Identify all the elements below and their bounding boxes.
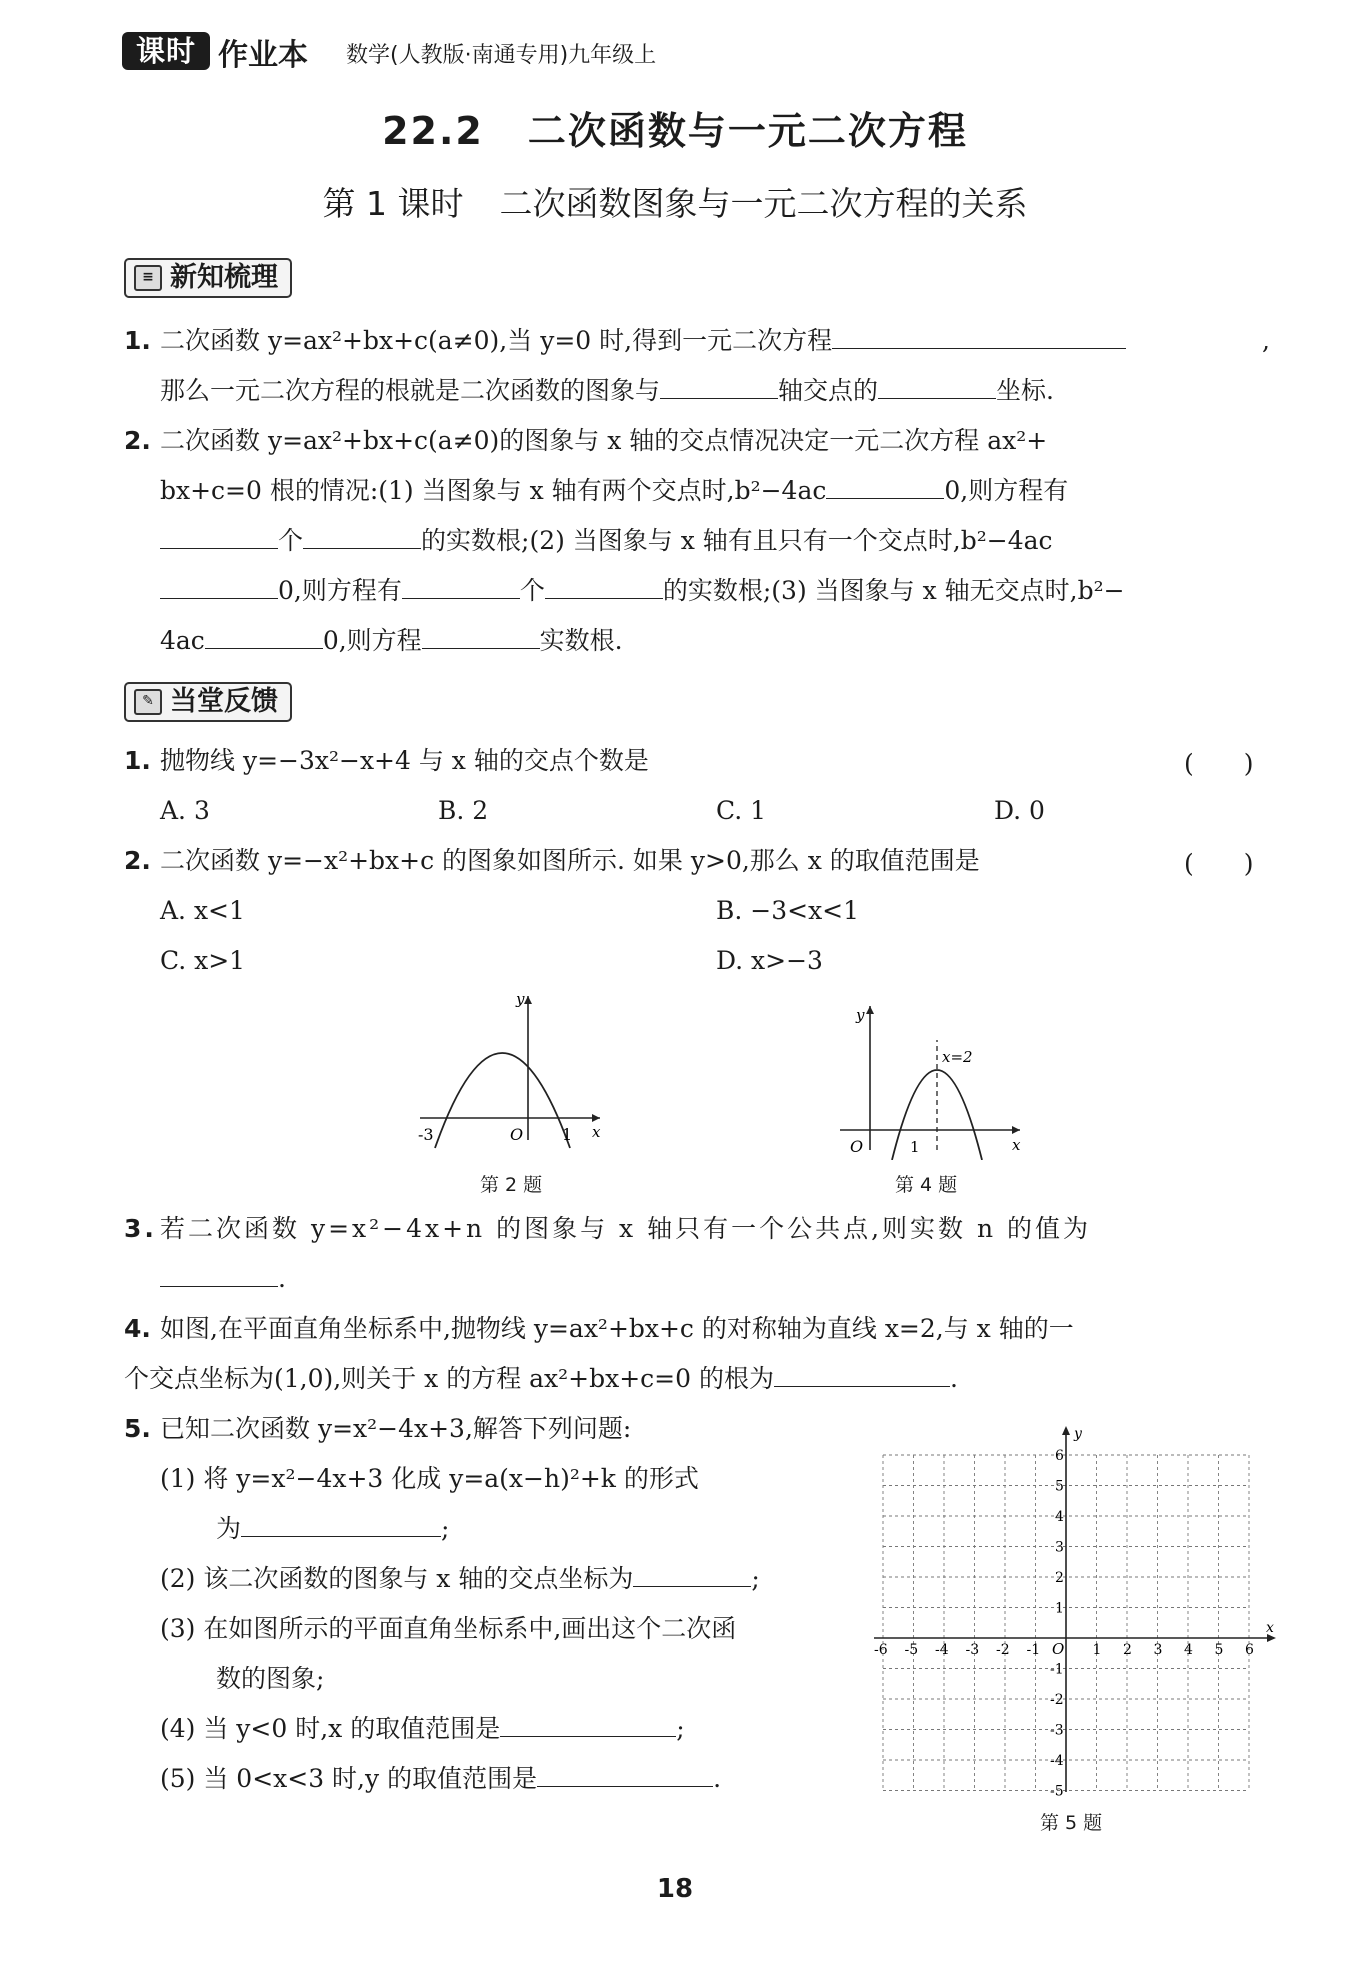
question-text: 抛物线 y=−3x²−x+4 与 x 轴的交点个数是 (160, 746, 649, 775)
y-tick-label: 2 (1055, 1570, 1064, 1586)
question-text: 二次函数 y=−x²+bx+c 的图象如图所示. 如果 y>0,那么 x 的取值范围是 (160, 846, 980, 875)
question-number: 3. (124, 1214, 157, 1243)
s2-q3-stem (124, 1212, 1091, 1246)
lesson-title (0, 100, 1350, 155)
question-number: 2. (124, 426, 151, 455)
question-text: . (278, 1264, 286, 1293)
s1-q1-line1 (124, 324, 1126, 358)
answer-blank (660, 376, 778, 399)
answer-blank (832, 326, 1126, 349)
y-tick-label: -5 (1050, 1783, 1064, 1800)
question-text: . (713, 1764, 722, 1793)
s2-q3-answer (160, 1262, 286, 1296)
s2-q5-part1-answer (216, 1512, 449, 1546)
brand-logo: 课时 (122, 32, 210, 70)
question-text: 4ac (160, 626, 205, 655)
s2-q5-part3-line2: 数的图象; (216, 1664, 325, 1693)
answer-blank (160, 526, 278, 549)
s1-q2-line5 (160, 624, 623, 658)
y-axis-label: y (1074, 1426, 1082, 1442)
question-text: . (949, 1364, 958, 1393)
figure-4-parabola (830, 1000, 1030, 1160)
origin-label: O (510, 1125, 524, 1144)
s2-q2-option-a: A. x<1 (160, 896, 245, 925)
question-number: 2. (124, 846, 151, 875)
s2-q2-stem (124, 844, 980, 878)
s2-q2-option-c: C. x>1 (160, 946, 246, 975)
s2-q4-line2 (124, 1362, 958, 1396)
s2-q1-option-a: A. 3 (160, 796, 210, 825)
y-axis-arrow (1062, 1426, 1070, 1435)
y-tick-label: 6 (1055, 1448, 1064, 1464)
x-tick-label: 3 (1153, 1642, 1163, 1658)
answer-blank (160, 1264, 278, 1287)
question-text: 个 (278, 526, 304, 555)
answer-blank (537, 1764, 713, 1787)
y-tick-label: 4 (1055, 1509, 1064, 1525)
question-text: 为 (216, 1514, 242, 1543)
period-title-text: 二次函数图象与一元二次方程的关系 (499, 184, 1028, 223)
root-left-label: -3 (418, 1125, 434, 1144)
x-tick-label: -5 (904, 1642, 919, 1658)
y-tick-label: -3 (1050, 1722, 1064, 1739)
lesson-number: 22.2 (382, 109, 484, 153)
question-text: 的实数根;(2) 当图象与 x 轴有且只有一个交点时,b²−4ac (421, 526, 1053, 555)
s1-q2-line4 (160, 574, 1125, 608)
question-text: (5) 当 0<x<3 时,y 的取值范围是 (160, 1764, 538, 1793)
book-title: 作业本 (218, 38, 308, 73)
y-tick-labels (1050, 1448, 1064, 1800)
section-classroom-feedback (124, 682, 292, 722)
question-text: 若二次函数 y=x²−4x+n 的图象与 x 轴只有一个公共点,则实数 n 的值为 (160, 1214, 1092, 1243)
answer-blank (241, 1514, 441, 1537)
book-subject: 数学(人教版·南通专用)九年级上 (346, 43, 657, 68)
question-number: 5. (124, 1414, 151, 1443)
answer-blank (878, 376, 996, 399)
s2-q5-part5 (160, 1762, 721, 1796)
question-text: 坐标. (996, 376, 1054, 405)
figure-2-parabola (410, 990, 610, 1150)
y-tick-label: 5 (1055, 1478, 1064, 1495)
question-text: ; (676, 1714, 685, 1743)
s2-q5-part1: (1) 将 y=x²−4x+3 化成 y=a(x−h)²+k 的形式 (160, 1464, 699, 1493)
page-number: 18 (656, 1874, 694, 1904)
origin-label: O (1052, 1640, 1065, 1658)
question-text: 如图,在平面直角坐标系中,抛物线 y=ax²+bx+c 的对称轴为直线 x=2,与 x 轴的一 (160, 1314, 1074, 1343)
question-text: 实数根. (539, 626, 623, 655)
period-title (0, 178, 1350, 225)
x-axis-label: x (1266, 1620, 1274, 1636)
section-new-knowledge (124, 258, 292, 298)
question-number: 1. (124, 326, 151, 355)
figure-4-caption: 第 4 题 (895, 1174, 958, 1196)
s2-q5-part4 (160, 1712, 685, 1746)
lesson-title-text: 二次函数与一元二次方程 (527, 109, 968, 153)
y-tick-label: -1 (1050, 1661, 1064, 1678)
s2-q5-stem (124, 1412, 631, 1446)
s2-q5-part3-line1: (3) 在如图所示的平面直角坐标系中,画出这个二次函 (160, 1614, 737, 1643)
figure-2-caption: 第 2 题 (480, 1174, 543, 1196)
y-axis-label: y (856, 1006, 865, 1024)
x-axis-arrow (592, 1114, 600, 1122)
answer-blank (422, 626, 540, 649)
s2-q2-option-d: D. x>−3 (716, 946, 823, 975)
answer-blank (205, 626, 323, 649)
symmetry-axis-label: x=2 (942, 1048, 973, 1066)
answer-blank (160, 576, 278, 599)
root-right-label: 1 (562, 1125, 573, 1144)
figure-5-coordinate-grid (866, 1420, 1286, 1800)
y-axis-arrow (524, 996, 532, 1004)
parabola-curve (435, 1053, 573, 1148)
question-text: 二次函数 y=ax²+bx+c(a≠0)的图象与 x 轴的交点情况决定一元二次方程 ax²+ (160, 426, 1048, 455)
s2-q1-option-d: D. 0 (994, 796, 1045, 825)
y-tick-label: 3 (1055, 1539, 1064, 1556)
question-text: bx+c=0 根的情况:(1) 当图象与 x 轴有两个交点时,b²−4ac (160, 476, 827, 505)
x-tick-label: 2 (1123, 1642, 1132, 1658)
question-text: 那么一元二次方程的根就是二次函数的图象与 (160, 376, 661, 405)
question-text: ; (441, 1514, 450, 1543)
s1-q2-line1 (124, 424, 1047, 458)
answer-blank (774, 1364, 950, 1387)
x-axis-label: x (592, 1123, 601, 1141)
s2-q4-line1 (124, 1312, 1074, 1346)
section-label: 当堂反馈 (170, 686, 278, 717)
y-tick-label: -2 (1050, 1692, 1064, 1708)
answer-blank (633, 1564, 751, 1587)
question-text: 0,则方程 (322, 626, 422, 655)
x-tick-label: -1 (1026, 1642, 1041, 1658)
y-axis-arrow (866, 1006, 874, 1014)
answer-blank (402, 576, 520, 599)
x-tick-label: 5 (1214, 1642, 1224, 1658)
pencil-icon: ✎ (134, 689, 162, 715)
y-tick-label: 1 (1055, 1600, 1064, 1617)
s1-q2-line3 (160, 524, 1053, 558)
s1-q2-line2 (160, 474, 1068, 508)
y-tick-label: -4 (1050, 1753, 1064, 1769)
x-axis-label: x (1012, 1136, 1021, 1154)
s2-q1-option-c: C. 1 (716, 796, 767, 825)
s2-q5-part2 (160, 1562, 760, 1596)
answer-blank (826, 476, 944, 499)
answer-blank (500, 1714, 676, 1737)
answer-blank (545, 576, 663, 599)
root-label: 1 (910, 1138, 920, 1156)
question-text: 0,则方程有 (278, 576, 402, 605)
question-text: (2) 该二次函数的图象与 x 轴的交点坐标为 (160, 1564, 634, 1593)
x-tick-label: 6 (1245, 1642, 1254, 1658)
book-icon: ≡ (134, 265, 162, 291)
s1-q1-comma: , (1262, 326, 1270, 355)
x-tick-label: 1 (1092, 1642, 1102, 1658)
s2-q1-stem (124, 744, 649, 778)
figure-5-caption: 第 5 题 (1040, 1812, 1103, 1834)
question-text: 轴交点的 (778, 376, 879, 405)
question-text: 已知二次函数 y=x²−4x+3,解答下列问题: (160, 1414, 632, 1443)
x-tick-label: -3 (965, 1642, 980, 1658)
answer-parentheses: ( ) (1184, 849, 1254, 878)
question-text: 个交点坐标为(1,0),则关于 x 的方程 ax²+bx+c=0 的根为 (124, 1364, 774, 1393)
x-tick-label: -2 (996, 1642, 1010, 1658)
section-label: 新知梳理 (170, 262, 278, 293)
x-tick-label: -6 (874, 1642, 888, 1658)
period-number: 第 1 课时 (322, 184, 464, 223)
y-axis-label: y (516, 990, 525, 1008)
s1-q1-line2 (160, 374, 1054, 408)
answer-parentheses: ( ) (1184, 749, 1254, 778)
origin-label: O (850, 1137, 864, 1156)
question-text: 个 (519, 576, 545, 605)
s2-q2-option-b: B. −3<x<1 (716, 896, 860, 925)
question-text: 二次函数 y=ax²+bx+c(a≠0),当 y=0 时,得到一元二次方程 (160, 326, 833, 355)
x-tick-label: 4 (1184, 1642, 1193, 1658)
question-text: ; (751, 1564, 760, 1593)
question-text: 的实数根;(3) 当图象与 x 轴无交点时,b²− (662, 576, 1125, 605)
question-text: (4) 当 y<0 时,x 的取值范围是 (160, 1714, 501, 1743)
question-text: 0,则方程有 (944, 476, 1069, 505)
s2-q1-option-b: B. 2 (438, 796, 489, 825)
x-axis-arrow (1012, 1126, 1020, 1134)
answer-blank (303, 526, 421, 549)
question-number: 4. (124, 1314, 151, 1343)
question-number: 1. (124, 746, 151, 775)
x-tick-label: -4 (935, 1642, 949, 1658)
